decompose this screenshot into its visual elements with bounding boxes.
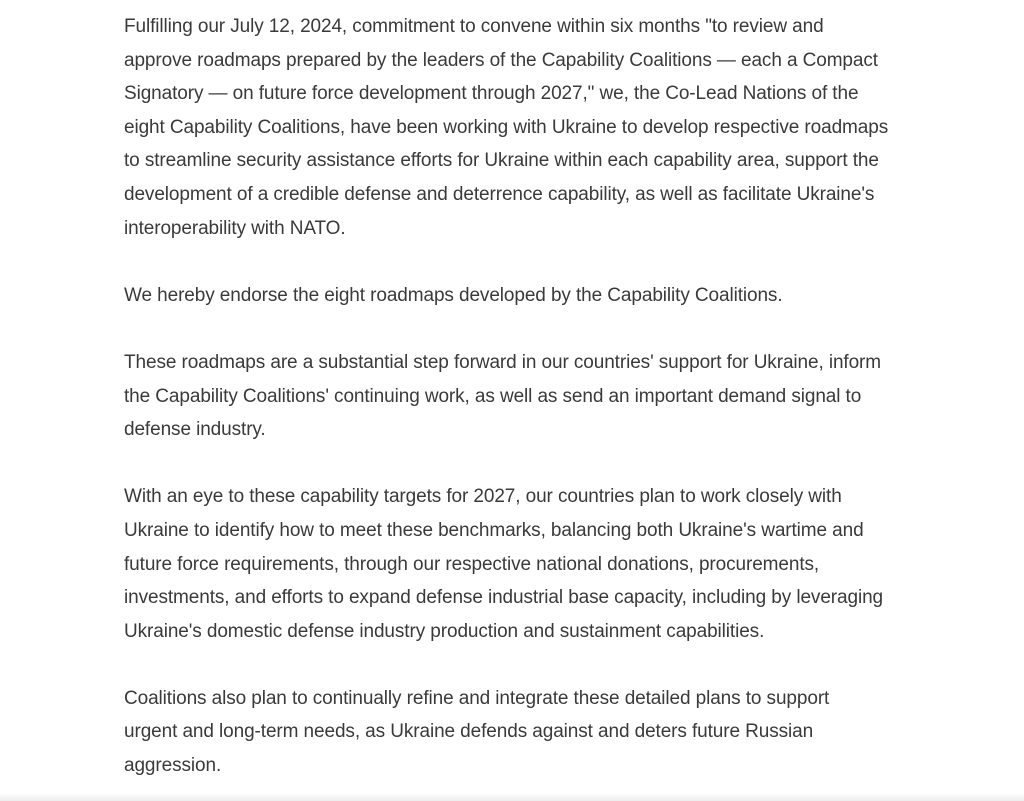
- text-line: We hereby endorse the eight roadmaps developed by the Capability Coalitions.: [124, 284, 783, 306]
- text-line: interoperability with NATO.: [124, 217, 346, 239]
- paragraph-roadmaps: [124, 346, 924, 447]
- article-body: [124, 10, 924, 801]
- text-line: These roadmaps are a substantial step forward in our countries' support for Ukraine, inform: [124, 351, 882, 373]
- text-line: defense industry.: [124, 419, 266, 441]
- text-line: Ukraine to identify how to meet these benchmarks, balancing both Ukraine's wartime and: [124, 519, 864, 541]
- text-line: Coalitions also plan to continually refine and integrate these detailed plans to support: [124, 687, 830, 709]
- text-line: Fulfilling our July 12, 2024, commitment to convene within six months "to review and: [124, 16, 824, 37]
- paragraph-capability-targets: [124, 480, 924, 648]
- text-line: Ukraine's domestic defense industry production and sustainment capabilities.: [124, 620, 765, 642]
- paragraph-coalitions-plan: [124, 682, 924, 783]
- text-line: Signatory — on future force development through 2027," we, the Co-Lead Nations of the: [124, 83, 859, 105]
- text-line: investments, and efforts to expand defense industrial base capacity, including by leveraging: [124, 587, 884, 609]
- text-line: approve roadmaps prepared by the leaders of the Capability Coalitions — each a Compact: [124, 49, 878, 71]
- text-line: to streamline security assistance efforts for Ukraine within each capability area, support the: [124, 150, 879, 172]
- text-line: development of a credible defense and deterrence capability, as well as facilitate Ukraine's: [124, 183, 875, 205]
- text-line: eight Capability Coalitions, have been working with Ukraine to develop respective roadmaps: [124, 116, 889, 138]
- text-line: urgent and long-term needs, as Ukraine defends against and deters future Russian: [124, 721, 814, 743]
- paragraph-commitment: [124, 10, 924, 245]
- paragraph-endorsement: [124, 279, 924, 313]
- text-line: aggression.: [124, 755, 222, 777]
- text-line: With an eye to these capability targets for 2027, our countries plan to work closely with: [124, 486, 842, 508]
- text-line: future force requirements, through our respective national donations, procurements,: [124, 553, 820, 575]
- text-line: the Capability Coalitions' continuing work, as well as send an important demand signal to: [124, 385, 862, 407]
- bottom-edge-shadow: [0, 793, 1024, 801]
